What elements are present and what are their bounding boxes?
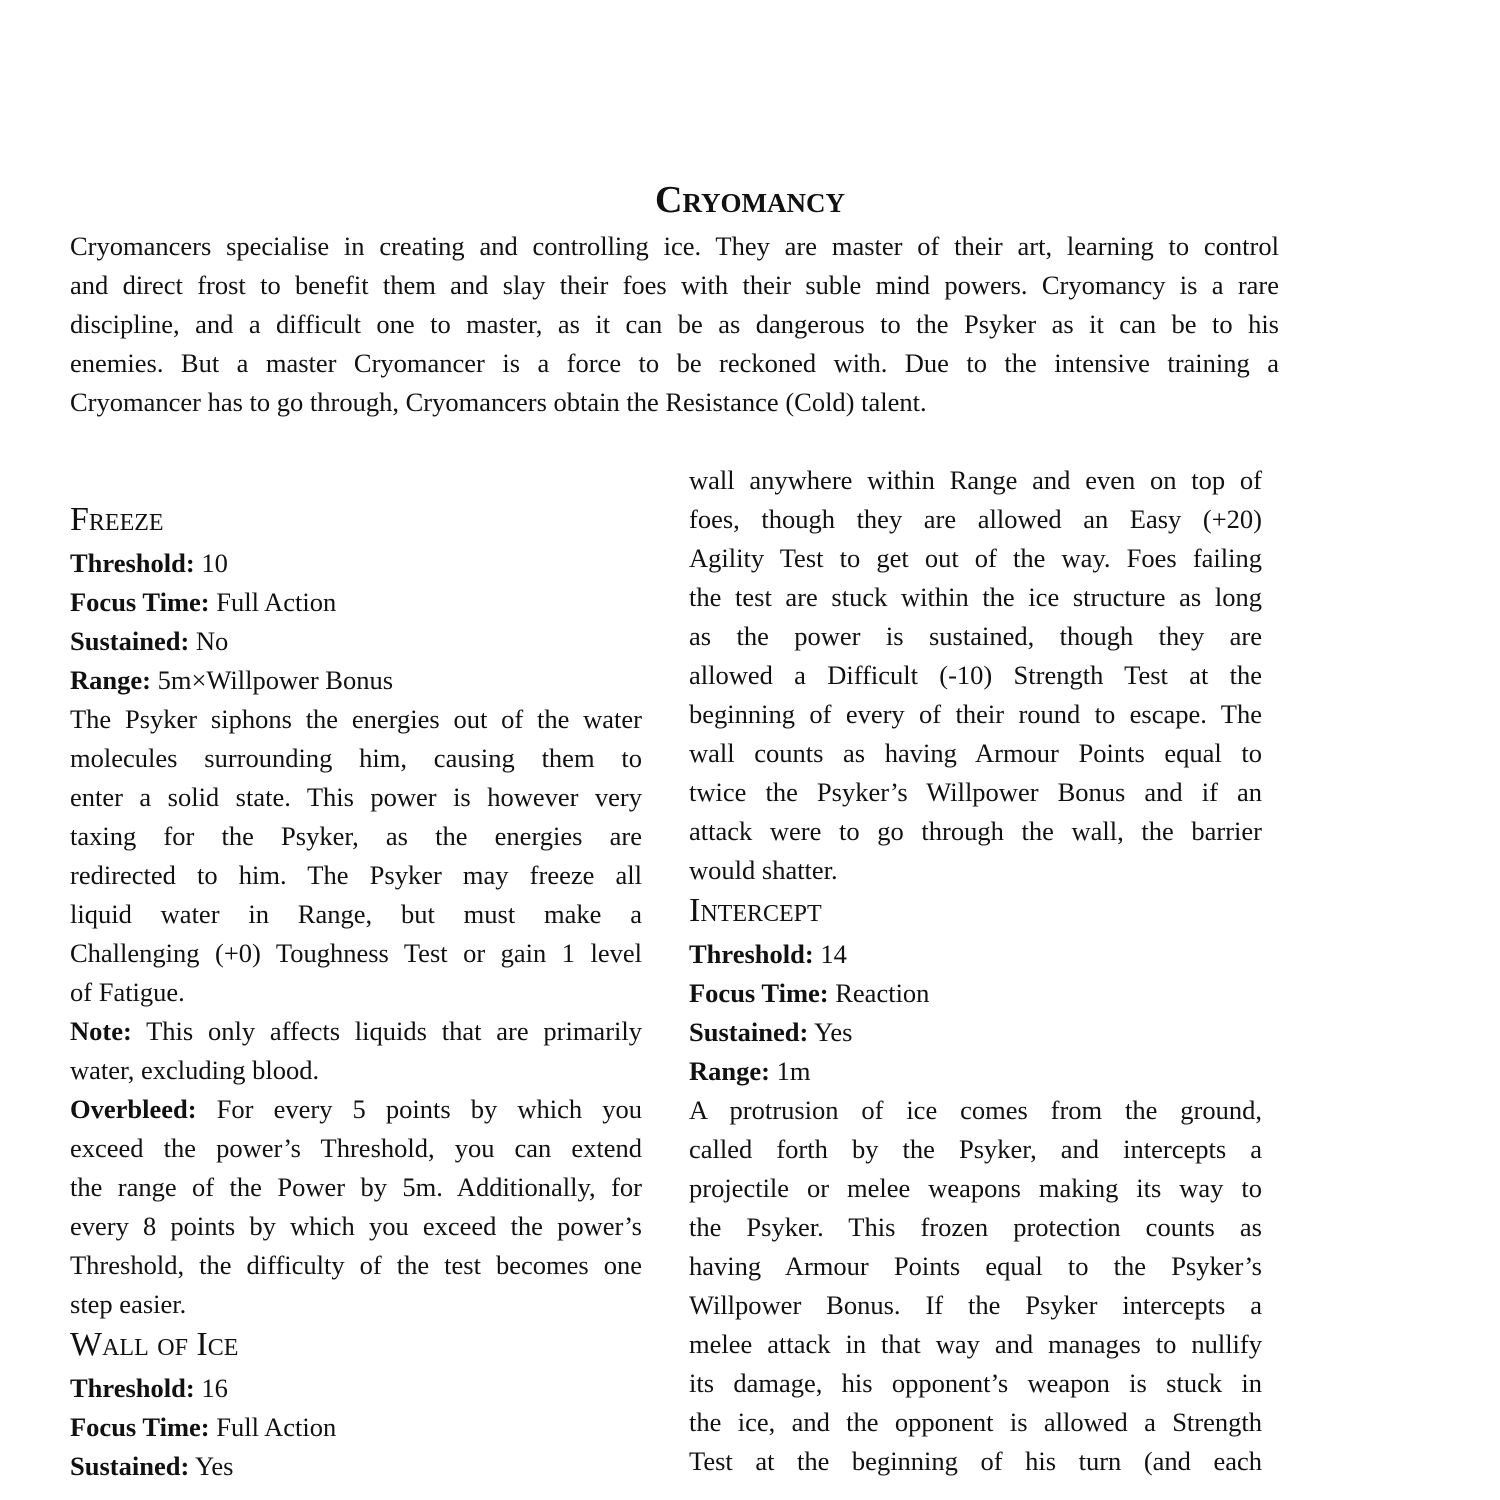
text-line: Agility Test to get out of the way. Foes failing bbox=[689, 543, 1262, 573]
text-line: the ice, and the opponent is allowed a Strength bbox=[689, 1407, 1262, 1437]
text-line: Challenging (+0) Toughness Test or gain 1 level bbox=[70, 938, 642, 968]
field-label: Range: bbox=[689, 1056, 770, 1086]
text-line: molecules surrounding him, causing them to bbox=[70, 743, 642, 773]
text-line: its damage, his opponent’s weapon is stuck in bbox=[689, 1368, 1262, 1398]
section-heading: Wall of Ice bbox=[70, 1326, 239, 1363]
text-line: exceed the power’s Threshold, you can extend bbox=[70, 1133, 642, 1163]
text-line: Range: 1m bbox=[689, 1056, 811, 1086]
text-line: Focus Time: Reaction bbox=[689, 978, 930, 1008]
text-line: wall counts as having Armour Points equal to bbox=[689, 738, 1262, 768]
text-line: Test at the beginning of his turn (and each bbox=[689, 1446, 1262, 1476]
text-line: having Armour Points equal to the Psyker’s bbox=[689, 1251, 1262, 1281]
text-line: beginning of every of their round to escape. The bbox=[689, 699, 1262, 729]
text-line: redirected to him. The Psyker may freeze all bbox=[70, 860, 642, 890]
text-line: discipline, and a difficult one to master, as it can be as dangerous to the Psyker as it can be to his bbox=[70, 309, 1279, 339]
text-line: the range of the Power by 5m. Additionally, for bbox=[70, 1172, 642, 1202]
field-label: Note: bbox=[70, 1016, 132, 1046]
text-line: water, excluding blood. bbox=[70, 1055, 320, 1085]
text-line: step easier. bbox=[70, 1289, 187, 1319]
text-line: projectile or melee weapons making its way to bbox=[689, 1173, 1262, 1203]
text-line: Threshold: 16 bbox=[70, 1373, 228, 1403]
text-line: foes, though they are allowed an Easy (+20) bbox=[689, 504, 1262, 534]
text-line: Cryomancer has to go through, Cryomancers obtain the Resistance (Cold) talent. bbox=[70, 387, 927, 417]
field-label: Focus Time: bbox=[70, 587, 210, 617]
text-line: Focus Time: Full Action bbox=[70, 1412, 337, 1442]
section-heading: Intercept bbox=[689, 892, 822, 929]
text-line: Sustained: Yes bbox=[70, 1451, 234, 1481]
field-label: Overbleed: bbox=[70, 1094, 197, 1124]
text-line: called forth by the Psyker, and intercepts a bbox=[689, 1134, 1262, 1164]
text-line: Note: This only affects liquids that are primarily bbox=[70, 1016, 642, 1046]
text-line: every 8 points by which you exceed the power’s bbox=[70, 1211, 642, 1241]
text-line: and direct frost to benefit them and slay their foes with their suble mind powers. Cryomancy is a rare bbox=[70, 270, 1279, 300]
field-label: Sustained: bbox=[689, 1017, 809, 1047]
field-label: Threshold: bbox=[70, 1373, 195, 1403]
text-line: Overbleed: For every 5 points by which you bbox=[70, 1094, 642, 1124]
text-line: as the power is sustained, though they are bbox=[689, 621, 1262, 651]
text-line: Threshold: 10 bbox=[70, 548, 228, 578]
text-line: enemies. But a master Cryomancer is a force to be reckoned with. Due to the intensive training a bbox=[70, 348, 1279, 378]
field-label: Threshold: bbox=[70, 548, 195, 578]
text-line: enter a solid state. This power is however very bbox=[70, 782, 642, 812]
page-title: Cryomancy bbox=[655, 179, 845, 221]
field-label: Sustained: bbox=[70, 626, 190, 656]
text-line: Willpower Bonus. If the Psyker intercepts a bbox=[689, 1290, 1262, 1320]
field-label: Focus Time: bbox=[689, 978, 829, 1008]
text-line: Range: 5m×Willpower Bonus bbox=[70, 665, 394, 695]
text-line: twice the Psyker’s Willpower Bonus and if an bbox=[689, 777, 1262, 807]
section-heading: Freeze bbox=[70, 501, 164, 538]
text-line: Threshold: 14 bbox=[689, 939, 847, 969]
text-line: Sustained: No bbox=[70, 626, 229, 656]
text-line: the test are stuck within the ice structure as long bbox=[689, 582, 1262, 612]
text-line: the Psyker. This frozen protection counts as bbox=[689, 1212, 1262, 1242]
field-label: Range: bbox=[70, 665, 151, 695]
text-line: attack were to go through the wall, the barrier bbox=[689, 816, 1262, 846]
text-line: Sustained: Yes bbox=[689, 1017, 853, 1047]
text-line: Cryomancers specialise in creating and controlling ice. They are master of their art, learning to control bbox=[70, 231, 1279, 261]
text-line: liquid water in Range, but must make a bbox=[70, 899, 642, 929]
field-label: Threshold: bbox=[689, 939, 814, 969]
text-line: taxing for the Psyker, as the energies are bbox=[70, 821, 642, 851]
text-line: would shatter. bbox=[689, 855, 838, 885]
text-line: Focus Time: Full Action bbox=[70, 587, 337, 617]
text-line: melee attack in that way and manages to nullify bbox=[689, 1329, 1262, 1359]
text-line: wall anywhere within Range and even on top of bbox=[689, 465, 1262, 495]
text-line: A protrusion of ice comes from the ground, bbox=[689, 1095, 1262, 1125]
field-label: Sustained: bbox=[70, 1451, 190, 1481]
text-line: of Fatigue. bbox=[70, 977, 185, 1007]
field-label: Focus Time: bbox=[70, 1412, 210, 1442]
text-line: Threshold, the difficulty of the test becomes one bbox=[70, 1250, 642, 1280]
text-line: allowed a Difficult (-10) Strength Test at the bbox=[689, 660, 1262, 690]
text-line: The Psyker siphons the energies out of the water bbox=[70, 704, 642, 734]
